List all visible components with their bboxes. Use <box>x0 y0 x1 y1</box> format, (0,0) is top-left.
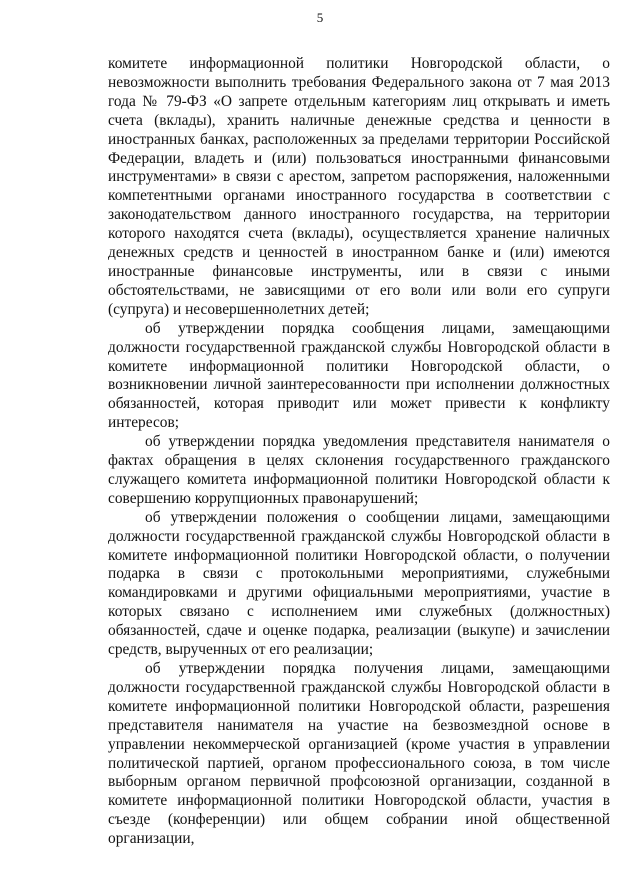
document-body <box>108 55 610 849</box>
paragraph-nonprofit-participation: об утверждении порядка получения лицами, замещающими должности государственной гражданской службы Новгородской области в комитете информационной политики Новгородской области, разрешения представителя нанимателя на участие на безвозмездной основе в управлении некоммерческой организацией (кроме участия в управлении политической партией, органом профессионального союза, в том числе выборным органом первичной профсоюзной организации, созданной в комитете информационной политики Новгородской области, участия в съезде (конференции) или общем собрании иной общественной организации, <box>108 660 610 848</box>
paragraph-continuation: комитете информационной политики Новгородской области, о невозможности выполнить требования Федерального закона от 7 мая 2013 года № 79-ФЗ «О запрете отдельным категориям лиц открывать и иметь счета (вклады), хранить наличные денежные средства и ценности в иностранных банках, расположенных за пределами территории Российской Федерации, владеть и (или) пользоваться иностранными финансовыми инструментами» в связи с арестом, запретом распоряжения, наложенными компетентными органами иностранного государства в соответствии с законодательством данного иностранного государства, на территории которого находятся счета (вклады), осуществляется хранение наличных денежных средств и ценностей в иностранном банке и (или) имеются иностранные финансовые инструменты, или в связи с иными обстоятельствами, не зависящими от его воли или воли его супруги (супруга) и несовершеннолетних детей; <box>108 55 610 318</box>
paragraph-corruption-notification: об утверждении порядка уведомления представителя нанимателя о фактах обращения в целях склонения государственного гражданского служащего комитета информационной политики Новгородской области к совершению коррупционных правонарушений; <box>108 433 610 507</box>
paragraph-gift-regulation: об утверждении положения о сообщении лицами, замещающими должности государственной гражданской службы Новгородской области в комитете информационной политики Новгородской области, о получении подарка в связи с протокольными мероприятиями, служебными командировками и другими официальными мероприятиями, участие в которых связано с исполнением ими служебных (должностных) обязанностей, сдаче и оценке подарка, реализации (выкупе) и зачислении средств, вырученных от его реализации; <box>108 508 610 659</box>
page-number: 5 <box>316 10 324 25</box>
paragraph-conflict-of-interest: об утверждении порядка сообщения лицами, замещающими должности государственной гражданской службы Новгородской области в комитете информационной политики Новгородской области, о возникновении личной заинтересованности при исполнении должностных обязанностей, которая приводит или может привести к конфликту интересов; <box>108 319 610 432</box>
